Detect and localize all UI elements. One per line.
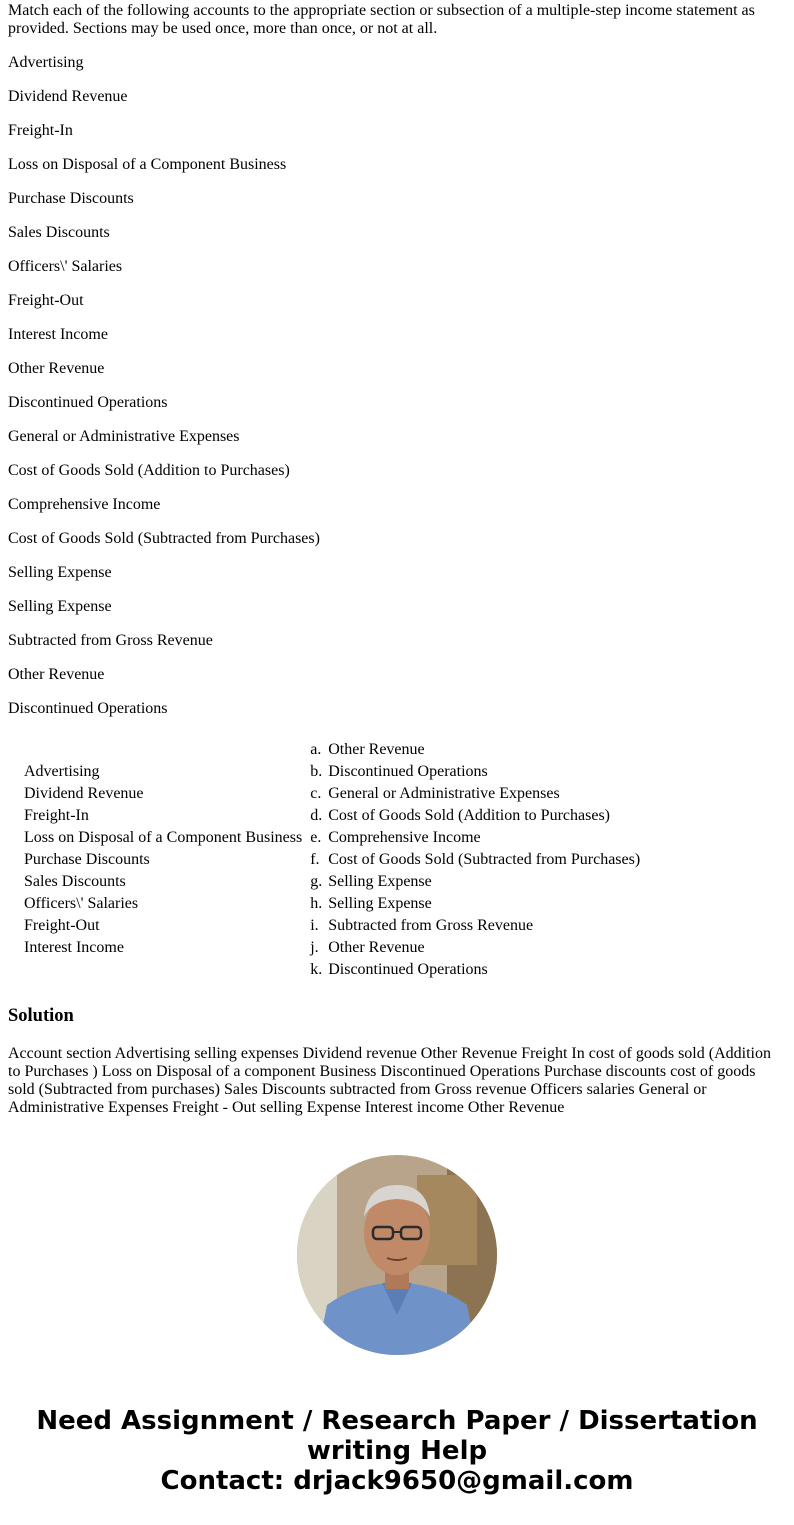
document	[0, 2, 794, 1117]
account-cell: Freight-In	[24, 807, 89, 824]
table-row	[22, 783, 642, 805]
table-row	[22, 827, 642, 849]
section-text: Other Revenue	[328, 741, 425, 758]
section-letter: e.	[310, 829, 322, 846]
section-letter: h.	[310, 895, 323, 912]
list-item: Sales Discounts	[8, 224, 110, 241]
table-row	[22, 937, 642, 959]
list-item: Cost of Goods Sold (Addition to Purchases)	[8, 462, 290, 479]
section-text: Cost of Goods Sold (Subtracted from Purchases)	[328, 851, 641, 868]
table-row	[22, 915, 642, 937]
account-cell: Freight-Out	[24, 917, 100, 934]
list-item: Advertising	[8, 54, 84, 71]
cta-line: writing Help	[306, 1436, 488, 1466]
list-item: Freight-Out	[8, 292, 84, 309]
section-text: Selling Expense	[328, 873, 432, 890]
author-avatar	[297, 1155, 497, 1355]
account-cell: Purchase Discounts	[24, 851, 150, 868]
section-text: General or Administrative Expenses	[328, 785, 560, 802]
section-letter: b.	[310, 763, 323, 780]
list-item: Freight-In	[8, 122, 73, 139]
account-cell: Officers\' Salaries	[24, 895, 139, 912]
author-photo-icon	[297, 1155, 497, 1355]
list-item: Dividend Revenue	[8, 88, 128, 105]
section-letter: d.	[310, 807, 323, 824]
section-text: Discontinued Operations	[328, 961, 488, 978]
list-item: Comprehensive Income	[8, 496, 161, 513]
list-item: Discontinued Operations	[8, 700, 168, 717]
table-row	[22, 761, 642, 783]
section-text: Cost of Goods Sold (Addition to Purchases)	[328, 807, 610, 824]
question-intro: Match each of the following accounts to the appropriate section or subsection of a multiple-step income statement as provided. Sections may be used once, more than once, or not at all.	[8, 2, 755, 37]
section-text: Subtracted from Gross Revenue	[328, 917, 534, 934]
account-cell: Loss on Disposal of a Component Business	[24, 829, 303, 846]
section-text: Comprehensive Income	[328, 829, 481, 846]
solution-text: Account section Advertising selling expenses Dividend revenue Other Revenue Freight In cost of goods sold (Addition to Purchases ) Loss on Disposal of a component Business Discontinued Operations Purchase discounts cost of goods sold (Subtracted from purchases) Sales Discounts subtracted from Gross revenue Officers salaries General or Administrative Expenses Freight - Out selling Expense Interest income Other Revenue	[8, 1045, 771, 1116]
account-cell	[22, 739, 308, 761]
account-cell: Advertising	[24, 763, 100, 780]
section-text: Selling Expense	[328, 895, 432, 912]
account-cell: Interest Income	[24, 939, 124, 956]
list-item: Discontinued Operations	[8, 394, 168, 411]
account-cell: Sales Discounts	[24, 873, 126, 890]
table-row	[22, 871, 642, 893]
contact-banner	[0, 1406, 794, 1496]
section-letter: i.	[310, 917, 319, 934]
section-letter: f.	[310, 851, 320, 868]
account-list	[8, 54, 786, 718]
account-cell	[22, 959, 308, 981]
list-item: Selling Expense	[8, 598, 112, 615]
section-letter: k.	[310, 961, 323, 978]
list-item: Interest Income	[8, 326, 108, 343]
list-item: Cost of Goods Sold (Subtracted from Purchases)	[8, 530, 320, 547]
table-row	[22, 849, 642, 871]
list-item: Other Revenue	[8, 360, 105, 377]
table-row	[22, 739, 642, 761]
section-letter: c.	[310, 785, 322, 802]
matching-table	[22, 739, 642, 981]
table-row	[22, 805, 642, 827]
list-item: Other Revenue	[8, 666, 105, 683]
list-item: Subtracted from Gross Revenue	[8, 632, 213, 649]
section-letter: a.	[310, 741, 322, 758]
table-row	[22, 959, 642, 981]
section-text: Other Revenue	[328, 939, 425, 956]
section-letter: g.	[310, 873, 323, 890]
solution-heading: Solution	[8, 1006, 74, 1026]
list-item: Purchase Discounts	[8, 190, 134, 207]
table-row	[22, 893, 642, 915]
list-item: General or Administrative Expenses	[8, 428, 240, 445]
section-letter: j.	[310, 939, 319, 956]
list-item: Officers\' Salaries	[8, 258, 123, 275]
cta-contact: Contact: drjack9650@gmail.com	[160, 1466, 634, 1496]
list-item: Selling Expense	[8, 564, 112, 581]
list-item: Loss on Disposal of a Component Business	[8, 156, 287, 173]
cta-line: Need Assignment / Research Paper / Dissertation	[36, 1406, 758, 1436]
section-text: Discontinued Operations	[328, 763, 488, 780]
account-cell: Dividend Revenue	[24, 785, 144, 802]
